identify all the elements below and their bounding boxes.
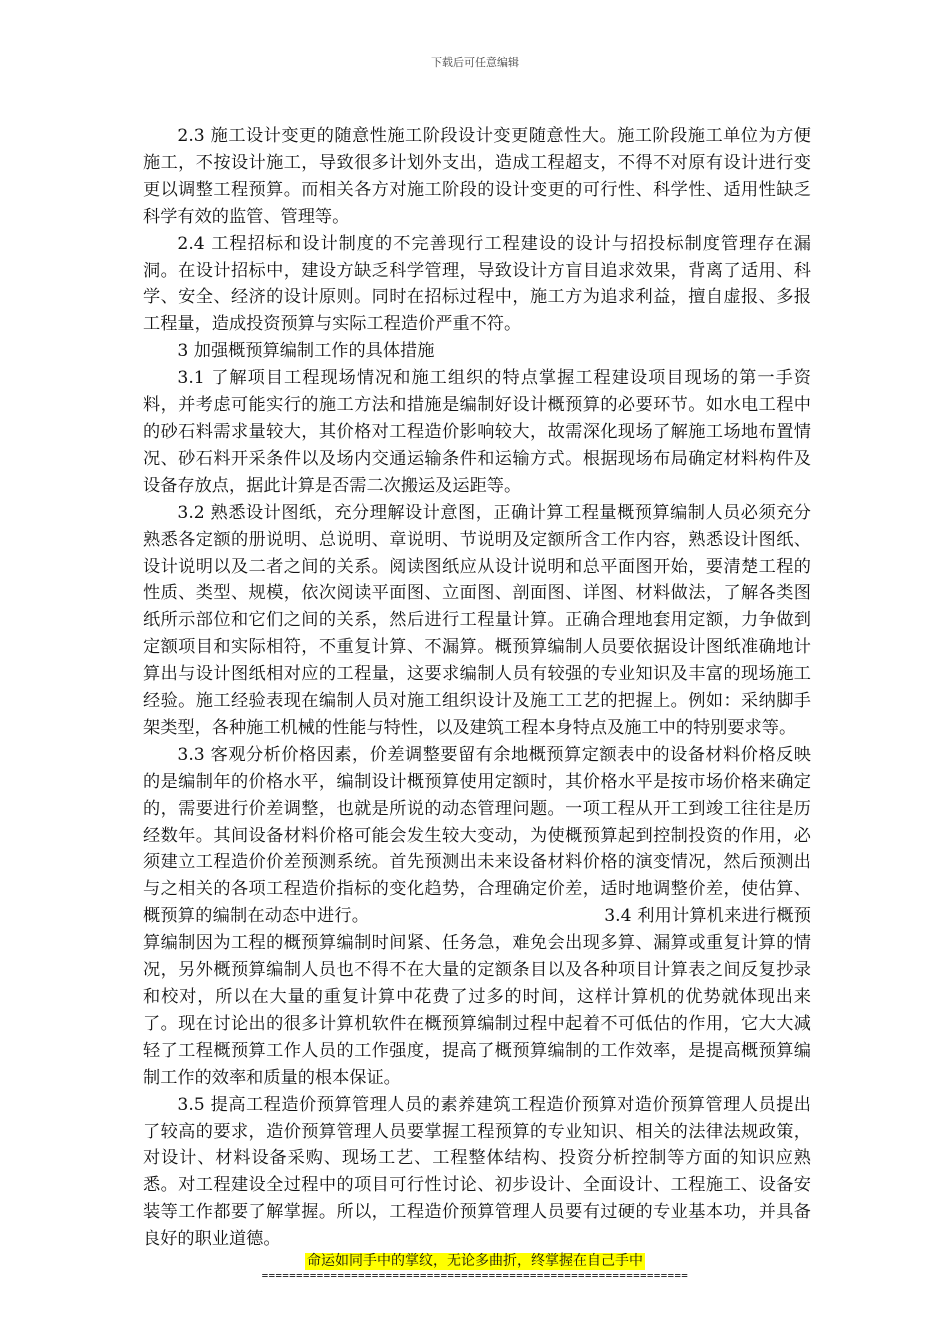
paragraph-2-4: 2.4 工程招标和设计制度的不完善现行工程建设的设计与招投标制度管理存在漏洞。在设计招标中，建设方缺乏科学管理，导致设计方盲目追求效果，背离了适用、科学、安全、经济的设计原则。同时在招标过程中，施工方为追求利益，擅自虚报、多报工程量，造成投资预算与实际工程造价严重不符。 bbox=[143, 233, 811, 335]
paragraph-3-1: 3.1 了解项目工程现场情况和施工组织的特点掌握工程建设项目现场的第一手资料，并考虑可能实行的施工方法和措施是编制好设计概预算的必要环节。如水电工程中的砂石料需求量较大，其价格对工程造价影响较大，故需深化现场了解施工场地布置情况、砂石料开采条件以及场内交通运输条件和运输方式。根据现场布局确定材料构件及设备存放点，据此计算是否需二次搬运及运距等。 bbox=[143, 368, 811, 496]
paragraph-3-5: 3.5 提高工程造价预算管理人员的素养建筑工程造价预算对造价预算管理人员提出了较高的要求，造价预算管理人员要掌握工程预算的专业知识、相关的法律法规政策，对设计、材料设备采购、现场工艺、工程整体结构、投资分析控制等方面的知识应熟悉。对工程建设全过程中的项目可行性讨论、初步设计、全面设计、工程施工、设备安装等工作都要了解掌握。所以，工程造价预算管理人员要有过硬的专业基本功，并具备良好的职业道德。 bbox=[143, 1094, 811, 1250]
footer-motto: 命运如同手中的掌纹，无论多曲折，终掌握在自己手中 bbox=[307, 1253, 643, 1269]
page-footer bbox=[0, 1250, 950, 1283]
page-header: 下载后可任意编辑 bbox=[431, 56, 519, 69]
footer-rule: ============================================================== bbox=[261, 1270, 689, 1282]
paragraph-3-2: 3.2 熟悉设计图纸，充分理解设计意图，正确计算工程量概预算编制人员必须充分熟悉各定额的册说明、总说明、章说明、节说明及定额所含工作内容，熟悉设计图纸、设计说明以及二者之间的关系。阅读图纸应从设计说明和总平面图开始，要清楚工程的性质、类型、规模，依次阅读平面图、立面图、剖面图、详图、材料做法，了解各类图纸所示部位和它们之间的关系，然后进行工程量计算。正确合理地套用定额，力争做到定额项目和实际相符，不重复计算、不漏算。概预算编制人员要依据设计图纸准确地计算出与设计图纸相对应的工程量，这要求编制人员有较强的专业知识及丰富的现场施工经验。施工经验表现在编制人员对施工组织设计及施工工艺的把握上。例如：采纳脚手架类型，各种施工机械的性能与特性，以及建筑工程本身特点及施工中的特别要求等。 bbox=[143, 502, 811, 738]
paragraph-3-3-3-4: 3.3 客观分析价格因素，价差调整要留有余地概预算定额表中的设备材料价格反映的是编制年的价格水平，编制设计概预算使用定额时，其价格水平是按市场价格来确定的，需要进行价差调整，也就是所说的动态管理问题。一项工程从开工到竣工往往是历经数年。其间设备材料价格可能会发生较大变动，为使概预算起到控制投资的作用，必须建立工程造价价差预测系统。首先预测出未来设备材料价格的演变情况，然后预测出与之相关的各项工程造价指标的变化趋势，合理确定价差，适时地调整价差，使估算、概预算的编制在动态中进行。 3.4 利用计算机来进行概预算编制因为工程的概预算编制时间紧、任务急，难免会出现多算、漏算或重复计算的情况，另外概预算编制人员也不得不在大量的定额条目以及各种项目计算表之间反复抄录和校对，所以在大量的重复计算中花费了过多的时间，这样计算机的优势就体现出来了。现在讨论出的很多计算机软件在概预算编制过程中起着不可低估的作用，它大大减轻了工程概预算工作人员的工作强度，提高了概预算编制的工作效率，是提高概预算编制工作的效率和质量的根本保证。 bbox=[143, 744, 811, 1088]
section-heading-3: 3 加强概预算编制工作的具体措施 bbox=[177, 341, 435, 362]
paragraph-2-3: 2.3 施工设计变更的随意性施工阶段设计变更随意性大。施工阶段施工单位为方便施工，不按设计施工，导致很多计划外支出，造成工程超支，不得不对原有设计进行变更以调整工程预算。而相关各方对施工阶段的设计变更的可行性、科学性、适用性缺乏科学有效的监管、管理等。 bbox=[143, 126, 811, 227]
document-body bbox=[143, 123, 811, 1253]
